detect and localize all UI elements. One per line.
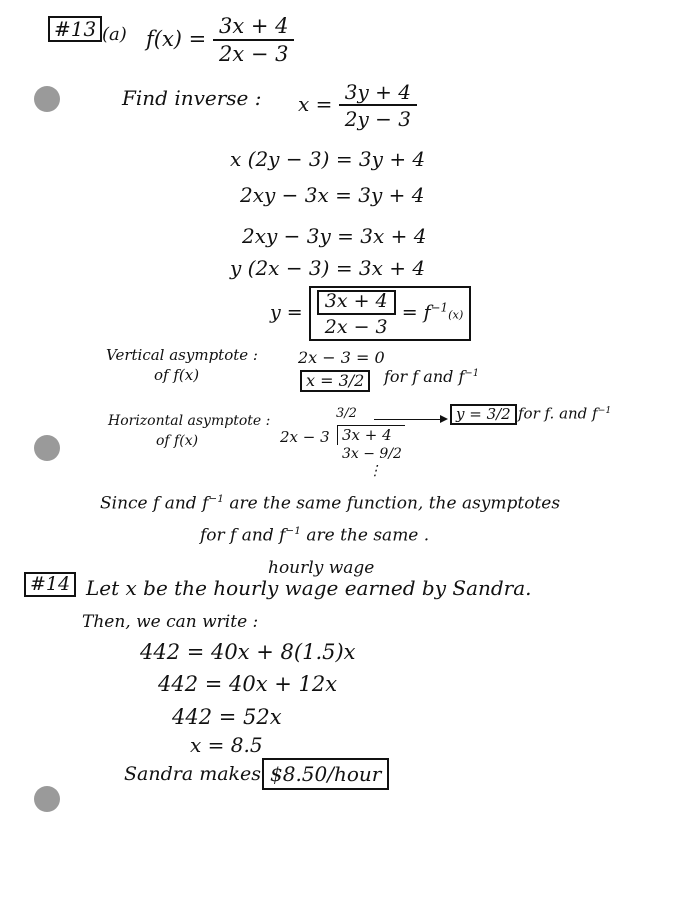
long-division-subtract: 3x − 9/2 — [342, 446, 402, 462]
long-division-quotient: 3/2 — [336, 406, 357, 421]
binder-hole-middle — [34, 435, 60, 461]
result-superscript: −1 — [430, 300, 449, 315]
inverse-step-2: 2xy − 3x = 3y + 4 — [240, 183, 425, 207]
wage-equation-4: x = 8.5 — [190, 733, 263, 757]
binder-hole-bottom — [34, 786, 60, 812]
inverse-result — [270, 286, 471, 341]
result-numerator: 3x + 4 — [317, 290, 396, 315]
vertical-asymptote-note — [384, 369, 479, 385]
conclusion-b1: for f and f — [200, 525, 286, 546]
conclusion-line-2 — [200, 526, 429, 544]
vertical-asymptote-of: of f(x) — [154, 366, 200, 384]
wage-equation-3: 442 = 52x — [172, 705, 282, 729]
inverse-result-box — [309, 286, 472, 341]
step0-fraction — [339, 82, 417, 129]
result-fraction — [317, 290, 396, 337]
binder-hole-top — [34, 86, 60, 112]
horizontal-asymptote-label: Horizontal asymptote : — [108, 413, 271, 429]
function-fraction — [213, 16, 295, 65]
wage-equation-1: 442 = 40x + 8(1.5)x — [140, 640, 356, 664]
step0-numerator: 3y + 4 — [339, 82, 417, 106]
long-division-bracket — [337, 425, 338, 445]
problem-13-label: #13 — [48, 16, 102, 42]
va-note-superscript: −1 — [464, 368, 479, 380]
vertical-asymptote-label: Vertical asymptote : — [106, 346, 258, 364]
hourly-wage-insert: hourly wage — [268, 558, 375, 578]
result-lhs: y = — [270, 301, 303, 324]
final-answer-label: Sandra makes — [124, 763, 262, 785]
long-division-dividend: 3x + 4 — [342, 426, 392, 444]
function-numerator: 3x + 4 — [213, 16, 295, 41]
conclusion-a-superscript: −1 — [208, 493, 224, 505]
inverse-step-1: x (2y − 3) = 3y + 4 — [230, 147, 426, 171]
horizontal-asymptote-answer: y = 3/2 — [450, 404, 517, 425]
vertical-asymptote-equation: 2x − 3 = 0 — [298, 348, 385, 367]
conclusion-b2: are the same . — [306, 525, 430, 546]
inverse-step-0 — [298, 82, 417, 129]
long-division-arrow — [374, 419, 446, 420]
ha-note-text: for f. and f — [518, 404, 598, 423]
step0-denominator: 2y − 3 — [344, 107, 411, 131]
long-division-dots: ⋮ — [368, 463, 382, 479]
horizontal-asymptote-note — [518, 406, 611, 422]
conclusion-b-superscript: −1 — [285, 525, 301, 537]
result-rhs: = f — [401, 301, 431, 324]
conclusion-line-1 — [100, 494, 560, 512]
wage-equation-2: 442 = 40x + 12x — [158, 672, 338, 696]
conclusion-a1: Since f and f — [100, 493, 209, 514]
result-argument: (x) — [448, 307, 464, 322]
function-lhs: f(x) = — [146, 27, 207, 51]
vertical-asymptote-answer: x = 3/2 — [300, 370, 370, 392]
problem-14-label: #14 — [24, 572, 76, 597]
function-definition — [146, 16, 294, 65]
va-note-text: for f and f — [384, 367, 465, 386]
step0-lhs: x = — [298, 92, 333, 116]
problem-13-part: (a) — [102, 24, 127, 45]
inverse-step-4: y (2x − 3) = 3x + 4 — [230, 256, 426, 280]
function-denominator: 2x − 3 — [218, 42, 289, 66]
final-answer-box: $8.50/hour — [262, 758, 389, 790]
inverse-step-3: 2xy − 3y = 3x + 4 — [242, 224, 427, 248]
ha-note-superscript: −1 — [597, 405, 612, 416]
find-inverse-label: Find inverse : — [122, 86, 262, 110]
horizontal-asymptote-of: of f(x) — [156, 433, 199, 449]
problem-14-statement: Let x be the hourly wage earned by Sandra. — [86, 576, 532, 600]
long-division-divisor: 2x − 3 — [280, 428, 330, 446]
conclusion-a2: are the same function, the asymptotes — [229, 493, 561, 514]
then-we-can-write: Then, we can write : — [82, 612, 259, 632]
result-denominator: 2x − 3 — [324, 316, 388, 338]
